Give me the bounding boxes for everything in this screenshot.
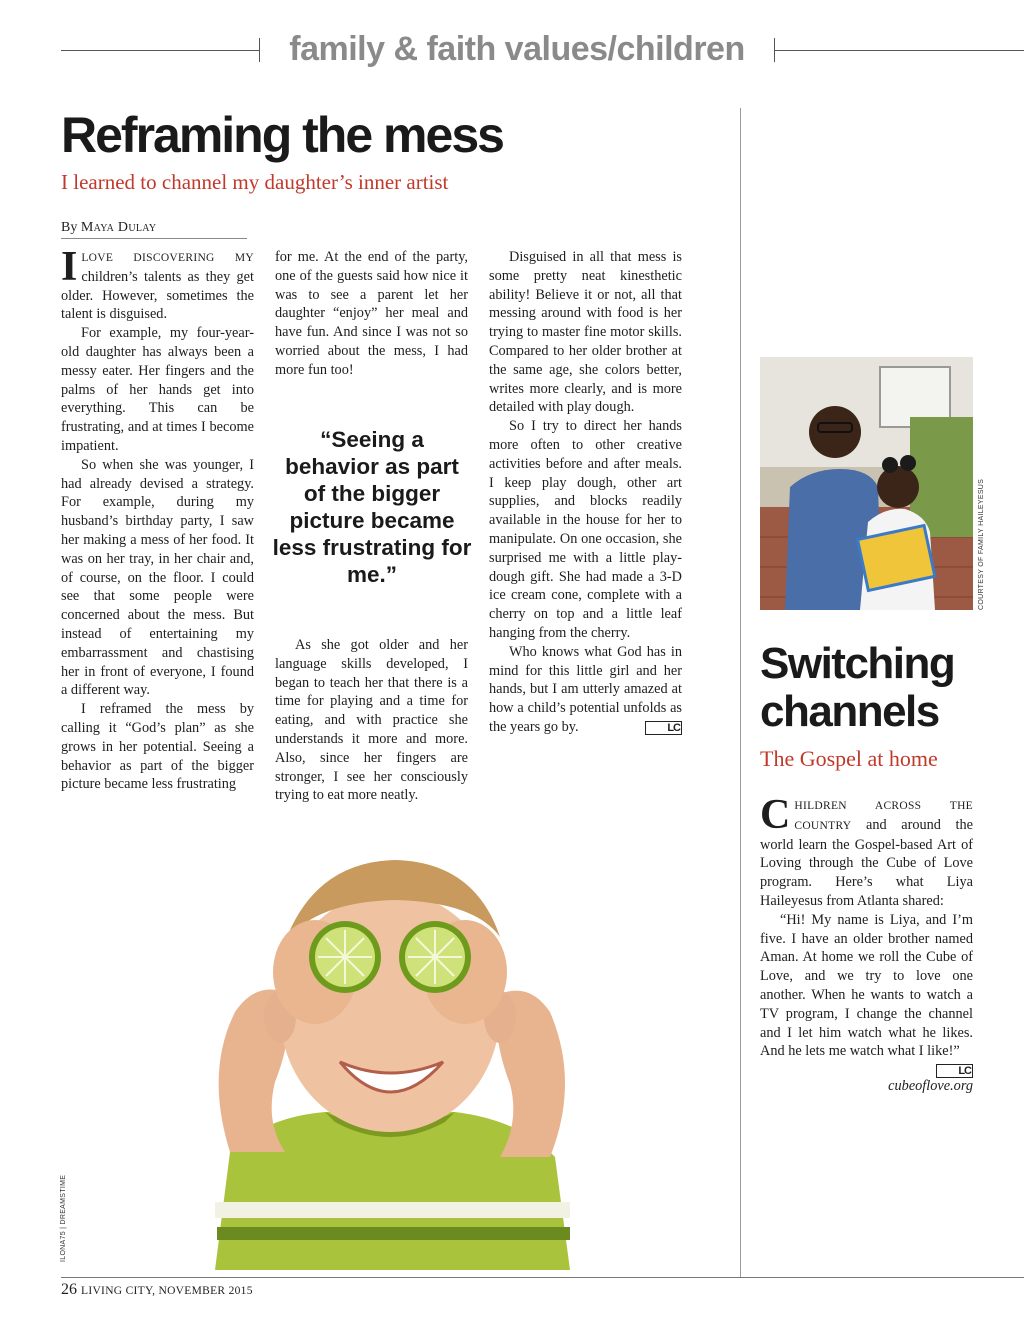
page-number: 26 [61,1281,77,1298]
photo-credit-boy: ILONA75 | DREAMSTIME [60,1174,67,1262]
children-with-book-photo [760,357,973,610]
boy-with-limes-photo [175,822,605,1270]
dropcap: I [61,244,78,290]
sidebar-headline: Switching channels [760,639,955,736]
paragraph: children’s talents as they get older. However, sometimes the talent is disguised. [61,268,254,323]
pull-quote: “Seeing a behavior as part of the bigger picture became less frustrating for me.” [272,427,472,587]
paragraph: As she got older and her language skills developed, I began to teach her that there is a time for playing and a time for eating, and with practice she understands it more and more. Also, since her fingers are stronger, I see her consciously trying to eat more neatly. [275,637,468,804]
magazine-issue: LIVING CITY, NOVEMBER 2015 [81,1285,253,1297]
header-rule-right [774,50,1024,51]
photo-credit-family: COURTESY OF FAMILY HAILEYESUS [978,478,985,610]
paragraph: and around the world learn the Gospel-based Art of Loving through the Cube of Love program. Here’s what Liya Haileyesus from Atlanta shared: [760,816,973,909]
article-column-1 [61,244,254,794]
paragraph [489,643,682,737]
paragraph: So I try to direct her hands more often to other creative activities before and after meals. I keep play dough, other art supplies, and blocks readily available in the house for her to manipulate. On one occasion, she surprised me with a little play-dough gift. She had made a 3-D ice cream cone, complete with a cherry on top and a little leaf hanging from the cherry. [489,418,682,641]
dropcap: C [760,792,791,838]
paragraph: For example, my four-year-old daughter has always been a messy eater. Her fingers and the palms of her hands get into everything. This can be frustrating, and at times I become impatient. [61,325,254,454]
paragraph-text: Who knows what God has in mind for this little girl and her hands, but I am utterly amazed at how a child’s potential unfolds as the years go by. [489,643,682,735]
header-tick-left [259,38,260,62]
paragraph-text: “Hi! My name is Liya, and I’m five. I have an older brother named Aman. At home we roll the Cube of Love, and we try to love one another. When he wants to watch a TV program, I change the channel and I let him watch what he likes. And he lets me watch what I like!” [760,911,973,1060]
lead-in: LOVE DISCOVERING MY [81,252,254,264]
paragraph: I reframed the mess by calling it “God’s plan” as she grows in her potential. Seeing a behavior as part of the bigger picture became less frustrating [61,701,254,793]
byline-prefix: By [61,220,78,235]
section-title: family & faith values/children [289,30,745,68]
byline-author: Maya Dulay [80,220,157,235]
paragraph [760,911,973,1078]
page-folio [61,1281,253,1299]
header-rule-left [61,50,259,51]
end-mark-icon: LC [936,1064,973,1078]
website-link[interactable]: cubeoflove.org [888,1078,973,1094]
footer-rule [61,1277,1024,1278]
lead-in: HILDREN ACROSS THE COUNTRY [794,800,973,832]
column-divider [740,108,741,1278]
paragraph: Disguised in all that mess is some pretty neat kinesthetic ability! Believe it or not, all that messing around with food is her trying to master fine motor skills. Compared to her older brother at the same age, she colors better, writes more clearly, and is more detailed with play dough. [489,249,682,416]
article-column-2-top [275,248,468,380]
end-mark-icon: LC [645,721,682,735]
sidebar-column [760,792,973,1078]
article-column-3 [489,248,682,737]
article-deck: I learned to channel my daughter’s inner artist [61,170,449,194]
article-column-2-bottom [275,636,468,805]
byline [61,220,247,239]
sidebar-deck: The Gospel at home [760,746,938,771]
article-headline: Reframing the mess [61,107,503,163]
paragraph: So when she was younger, I had already devised a strategy. For example, during my husband’s birthday party, I saw her making a mess of her food. It was on her tray, in her chair and, of course, on the floor. I could see that some people were concerned about the mess. But instead of entertaining my embarrassment and chastising her in front of everyone, I found a different way. [61,456,254,699]
paragraph: for me. At the end of the party, one of the guests said how nice it was to see a parent let her daughter “enjoy” her meal and have fun. And since I was not so worried about the mess, I had more fun too! [275,249,468,378]
